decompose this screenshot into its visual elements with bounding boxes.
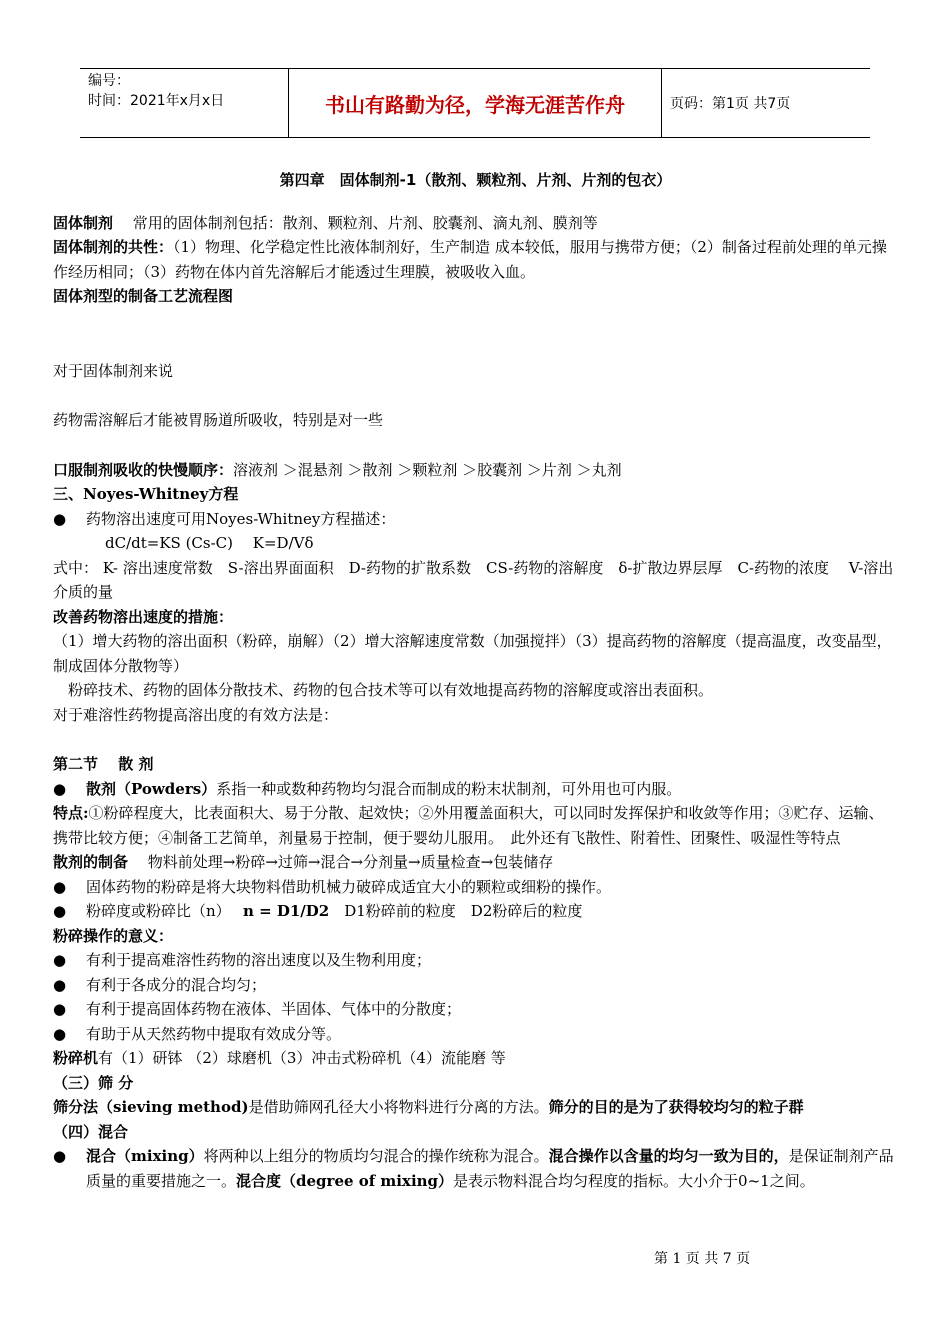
term: 固体制剂的共性： [53, 238, 174, 256]
text: 有利于提高固体药物在液体、半固体、气体中的分散度； [86, 1000, 462, 1018]
text: 是表示物料混合均匀程度的指标。大小介于0~1之间。 [453, 1171, 815, 1190]
heading-text: （三）筛 分 [53, 1073, 134, 1092]
term: 改善药物溶出速度的措施： [53, 607, 234, 626]
list-item [53, 507, 898, 532]
paragraph: 对于固体制剂来说 [53, 361, 174, 380]
section-heading [53, 1120, 898, 1145]
list-item [53, 1144, 898, 1193]
bullet-icon: ● [53, 1024, 67, 1043]
header-meta [80, 69, 288, 137]
page-footer: 第 1 页 共 7 页 [654, 1251, 751, 1267]
paragraph [53, 605, 898, 630]
bullet-icon: ● [53, 951, 67, 969]
text: 是借助筛网孔径大小将物料进行分离的方法。 [248, 1098, 549, 1116]
paragraph: 粉碎技术、药物的固体分散技术、药物的包合技术等可以有效地提高药物的溶解度或溶出表面积。 [53, 681, 714, 699]
heading-text: 三、Noyes-Whitney方程 [53, 485, 239, 503]
text: 有利于各成分的混合均匀； [86, 975, 267, 994]
paragraph [53, 1046, 898, 1071]
list-item [53, 973, 898, 998]
section-heading [53, 1071, 898, 1096]
term: 混合度（degree of mixing） [236, 1171, 454, 1190]
term: 筛分法（sieving method) [53, 1098, 249, 1116]
text: ①粉碎程度大，比表面积大、易于分散、起效快；②外用覆盖面积大，可以同时发挥保护和收敛等作用；③贮存、运输、携带比较方便；④制备工艺简单，剂量易于控制，便于婴幼儿服用。 此外还有飞散性、附着性、团聚性、吸湿性等特点 [53, 804, 884, 847]
heading: 固体剂型的制备工艺流程图 [53, 287, 234, 305]
list-item [53, 899, 898, 924]
paragraph: 式中： K- 溶出速度常数 S-溶出界面面积 D-药物的扩散系数 CS-药物的溶解度 δ-扩散边界层厚 C-药物的浓度 V-溶出介质的量 [53, 558, 894, 601]
text: 常用的固体制剂包括：散剂、颗粒剂、片剂、胶囊剂、滴丸剂、膜剂等 [113, 213, 598, 232]
text: 物料前处理→粉碎→过筛→混合→分剂量→质量检查→包装储存 [128, 853, 554, 871]
term: 散剂（Powders） [86, 779, 217, 798]
header-time: 时间：2021年x月x日 [88, 93, 225, 109]
chapter-title: 第四章 固体制剂-1（散剂、颗粒剂、片剂、片剂的包衣） [279, 171, 672, 189]
paragraph: 对于难溶性药物提高溶出度的有效方法是： [53, 705, 339, 724]
paragraph [53, 924, 898, 949]
term: 混合（mixing） [86, 1147, 204, 1165]
section-heading [53, 482, 898, 507]
bullet-icon: ● [53, 877, 67, 896]
bullet-icon: ● [53, 1000, 67, 1018]
bullet-icon: ● [53, 1147, 67, 1165]
header-motto: 书山有路勤为径，学海无涯苦作舟 [288, 69, 662, 137]
text: （1）物理、化学稳定性比液体制剂好，生产制造 成本较低，服用与携带方便；（2）制备过程前处理的单元操作经历相同；（3）药物在体内首先溶解后才能透过生理膜，被吸收入血。 [53, 238, 887, 281]
text: 有利于提高难溶性药物的溶出速度以及生物利用度； [86, 951, 432, 969]
text: 粉碎度或粉碎比（n） [86, 902, 243, 920]
formula: dC/dt=KS (Cs-C) K=D/Vδ [105, 534, 314, 552]
paragraph [53, 850, 898, 875]
page-header [80, 68, 870, 138]
term: 固体制剂 [53, 213, 114, 232]
paragraph [53, 235, 898, 284]
text: D1粉碎前的粒度 D2粉碎后的粒度 [329, 902, 583, 920]
list-item [53, 1022, 898, 1047]
paragraph: 药物需溶解后才能被胃肠道所吸收，特别是对一些 [53, 411, 384, 429]
list-item [53, 997, 898, 1022]
text: 系指一种或数种药物均匀混合而制成的粉末状制剂，可外用也可内服。 [216, 779, 682, 798]
heading-text: （四）混合 [53, 1122, 129, 1141]
paragraph [53, 1095, 898, 1120]
formula: n = D1/D2 [242, 902, 330, 920]
term: 混合操作以含量的均匀一致为目的， [548, 1147, 789, 1165]
paragraph [53, 284, 898, 309]
text: 固体药物的粉碎是将大块物料借助机械力破碎成适宜大小的颗粒或细粉的操作。 [86, 877, 612, 896]
text: 溶液剂 ＞混悬剂 ＞散剂 ＞颗粒剂 ＞胶囊剂 ＞片剂 ＞丸剂 [233, 460, 622, 479]
paragraph: （1）增大药物的溶出面积（粉碎，崩解）（2）增大溶解速度常数（加强搅拌）（3）提高药物的溶解度（提高温度，改变晶型，制成固体分散物等） [53, 632, 892, 675]
bullet-icon: ● [53, 779, 67, 798]
list-item [53, 948, 898, 973]
term: 特点: [53, 804, 89, 822]
paragraph [53, 458, 898, 483]
bullet-icon: ● [53, 509, 67, 528]
header-number: 编号： [88, 73, 130, 89]
term: 筛分的目的是为了获得较均匀的粒子群 [548, 1098, 804, 1116]
term: 粉碎操作的意义： [53, 926, 174, 945]
term: 口服制剂吸收的快慢顺序： [53, 460, 234, 479]
text: 是保证制剂产品质量的重要措施之一。 [86, 1147, 894, 1190]
list-item [53, 875, 898, 900]
bullet-icon: ● [53, 902, 67, 920]
term: 粉碎机 [53, 1049, 99, 1067]
header-page: 页码：第1页 共7页 [670, 96, 791, 112]
text: 有助于从天然药物中提取有效成分等。 [86, 1024, 342, 1043]
paragraph [53, 211, 898, 236]
term: 散剂的制备 [53, 853, 129, 871]
heading-text: 第二节 散 剂 [53, 755, 154, 773]
section-heading [53, 752, 898, 777]
text: 将两种以上组分的物质均匀混合的操作统称为混合。 [203, 1147, 549, 1165]
bullet-icon: ● [53, 975, 67, 994]
text: 有（1）研钵 （2）球磨机（3）冲击式粉碎机（4）流能磨 等 [98, 1049, 506, 1067]
list-item [53, 777, 898, 802]
text: 药物溶出速度可用Noyes-Whitney方程描述： [86, 509, 396, 528]
paragraph [53, 801, 898, 850]
document-body [53, 168, 898, 1193]
